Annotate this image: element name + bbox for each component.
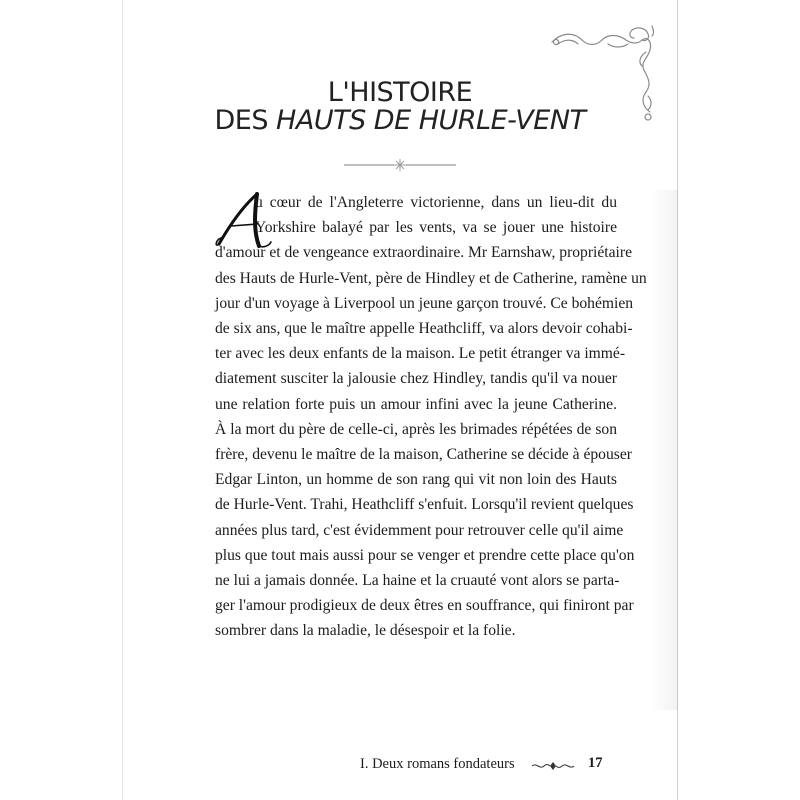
- body-line: plus que tout mais aussi pour se venger et prendre cette place qu'on: [215, 546, 635, 564]
- body-line: d'amour et de vengeance extraordinaire. Mr Earnshaw, propriétaire: [215, 244, 633, 262]
- title-book-name: HAUTS DE HURLE-VENT: [276, 105, 586, 136]
- body-line: Yorkshire balayé par les vents, va se jouer une histoire: [255, 219, 617, 237]
- body-line: années plus tard, c'est évidemment pour retrouver celle qu'il aime: [215, 521, 624, 539]
- running-footer-chapter: I. Deux romans fondateurs: [360, 756, 515, 772]
- body-paragraph: [215, 190, 647, 644]
- body-line: À la mort du père de celle-ci, après les brimades répétées de son: [215, 420, 617, 438]
- body-line: ger l'amour prodigieux de deux êtres en souffrance, qui finiront par: [215, 597, 634, 615]
- page-number: 17: [588, 755, 603, 771]
- page-title-line-1: L'HISTOIRE: [327, 77, 473, 108]
- body-line: de Hurle-Vent. Trahi, Heathcliff s'enfuit. Lorsqu'il revient quelques: [215, 496, 634, 514]
- body-line: Edgar Linton, un homme de son rang qui vit non loin des Hauts: [215, 471, 617, 489]
- body-line: diatement susciter la jalousie chez Hindley, tandis qu'il va nouer: [215, 370, 617, 388]
- body-line: frère, devenu le maître de la maison, Catherine se décide à épouser: [215, 446, 632, 464]
- body-line: sombrer dans la maladie, le désespoir et la folie.: [215, 622, 516, 640]
- body-line: une relation forte puis un amour infini avec la jeune Catherine.: [215, 395, 617, 413]
- body-line: ne lui a jamais donnée. La haine et la cruauté vont alors se parta-: [215, 572, 620, 590]
- title-divider-ornament: [340, 157, 460, 173]
- body-line: des Hauts de Hurle-Vent, père de Hindley et de Catherine, ramène un: [215, 269, 647, 287]
- page-title-line-2: [122, 106, 678, 136]
- body-line: u cœur de l'Angleterre victorienne, dans un lieu-dit du: [255, 194, 617, 211]
- body-line: ter avec les deux enfants de la maison. Le petit étranger va immé-: [215, 345, 626, 363]
- body-line: jour d'un voyage à Liverpool un jeune garçon trouvé. Ce bohémien: [215, 294, 634, 312]
- page-edge-shadow: [650, 190, 678, 710]
- title-prefix: DES: [214, 105, 277, 136]
- footer-ornament-icon: [530, 760, 576, 772]
- body-line: de six ans, que le maître appelle Heathcliff, va alors devoir cohabi-: [215, 320, 633, 338]
